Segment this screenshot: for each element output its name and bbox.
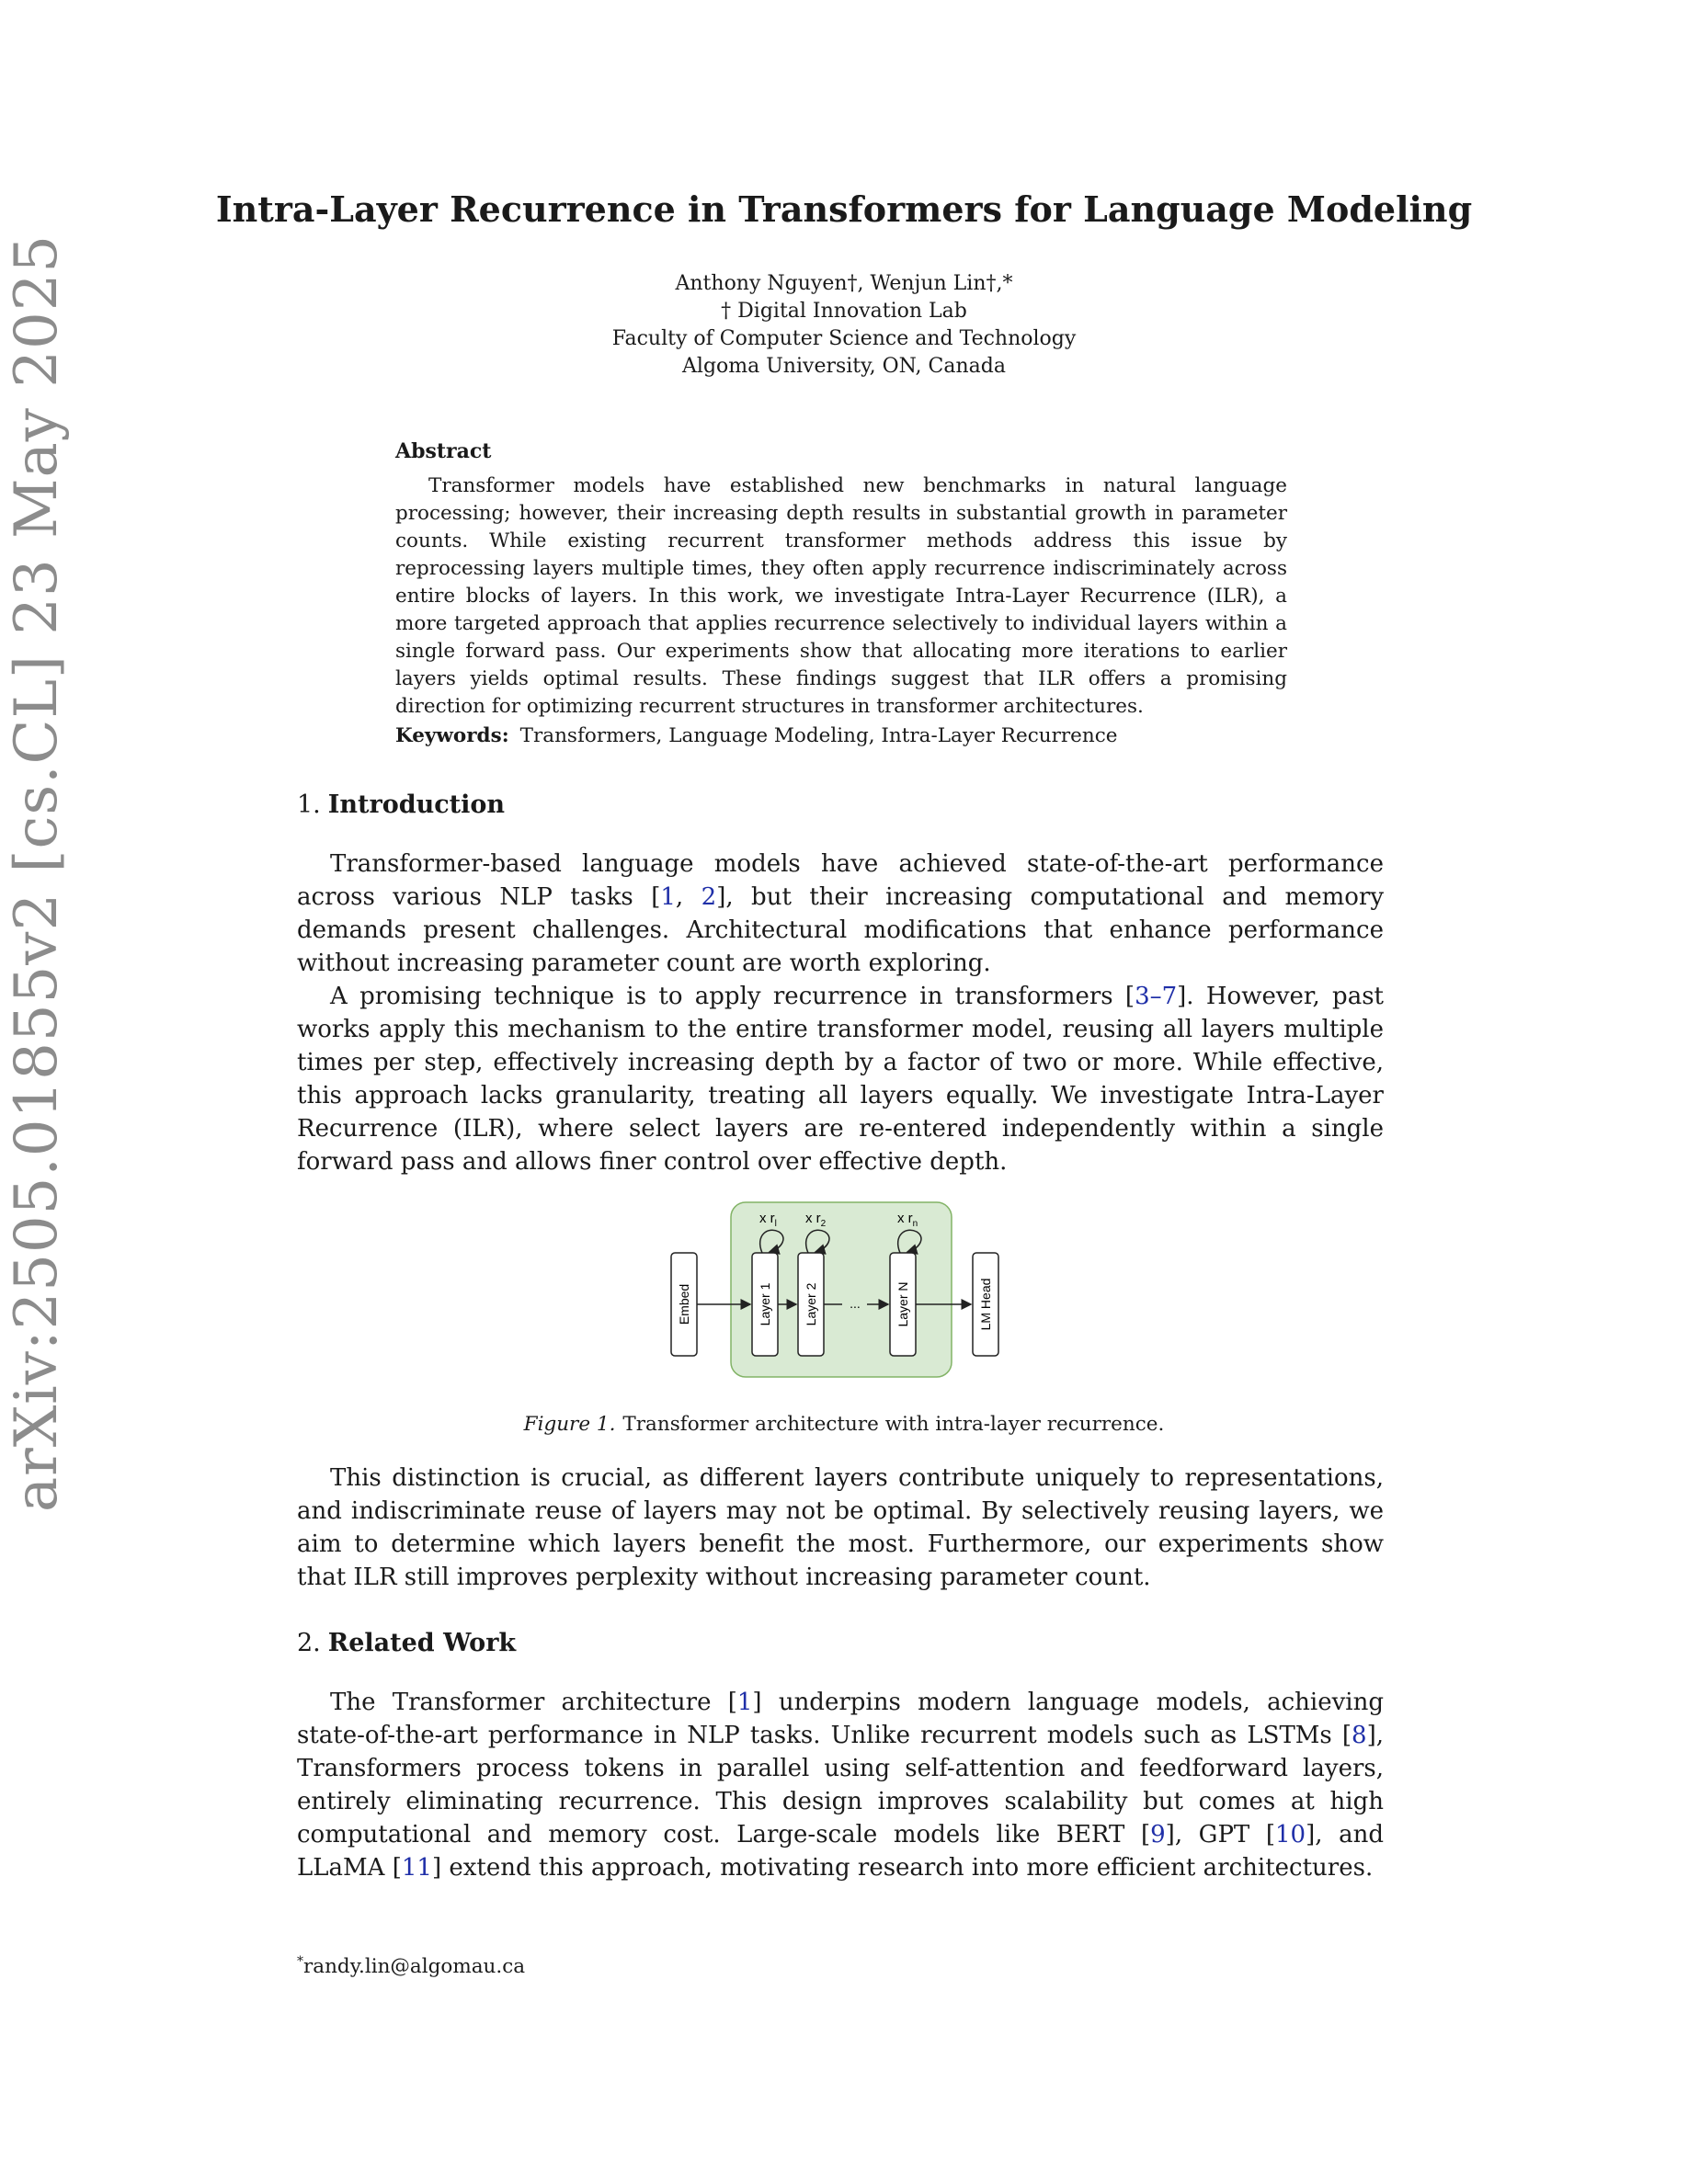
- text-run: ]. However, past works apply this mechanism to the entire transformer model, reusing all layers multiple times per step, effectively increasing depth by a factor of two or more. While effective, this approach lacks granularity, treating all layers equally. We investigate Intra-Layer Recurrence (ILR), where select layers are re-entered independently within a single forward pass and allows finer control over effective depth.: [297, 983, 1384, 1176]
- intro-paragraph-2: [297, 980, 1384, 1178]
- citation-link[interactable]: 1: [660, 883, 676, 911]
- text-run: ], but their increasing computational and memory demands present challenges. Architectural modifications that enhance performance without increasing parameter count are worth exploring.: [297, 883, 1385, 977]
- layer-1-label: Layer 1: [758, 1282, 772, 1326]
- author-lab: † Digital Innovation Lab: [721, 300, 967, 323]
- repeat-sub: l: [774, 1219, 777, 1229]
- citation-link[interactable]: 2: [701, 883, 717, 911]
- layer-2-label: Layer 2: [804, 1282, 818, 1326]
- section-title: Introduction: [327, 791, 506, 819]
- section-number: 2.: [297, 1629, 321, 1657]
- keywords-label: Keywords:: [395, 724, 509, 747]
- text-run: ] underpins modern language models, achieving state-of-the-art performance in NLP tasks. Unlike recurrent models such as LSTMs [: [297, 1689, 1384, 1749]
- text-run: ], Transformers process tokens in parallel using self-attention and feedforward layers, entirely eliminating recurrence. This design improves scalability but comes at high computational and memory cost. Large-scale models like BERT [: [297, 1722, 1384, 1848]
- text-run: ] extend this approach, motivating research into more efficient architectures.: [431, 1854, 1374, 1882]
- keywords-text: Transformers, Language Modeling, Intra-Layer Recurrence: [519, 724, 1118, 747]
- lm-head-label: LM Head: [978, 1278, 993, 1331]
- abstract-text: Transformer models have established new benchmarks in natural language processing; however, their increasing depth results in substantial growth in parameter counts. While existing recurrent transformer methods address this issue by reprocessing layers multiple times, they often apply recurrence indiscriminately across entire blocks of layers. In this work, we investigate Intra-Layer Recurrence (ILR), a more targeted approach that applies recurrence selectively to individual layers within a single forward pass. Our experiments show that allocating more iterations to earlier layers yields optimal results. These findings suggest that ILR offers a promising direction for optimizing recurrent structures in transformer architectures.: [395, 474, 1287, 718]
- text-run: ], and LLaMA [: [297, 1821, 1384, 1882]
- architecture-figure: [667, 1195, 1034, 1379]
- caption-text: Transformer architecture with intra-layer recurrence.: [622, 1413, 1165, 1436]
- text-run: Transformer-based language models have achieved state-of-the-art performance across various NLP tasks [: [297, 850, 1384, 911]
- citation-link[interactable]: 11: [401, 1854, 432, 1882]
- paper-title: Intra-Layer Recurrence in Transformers for Language Modeling: [215, 188, 1473, 230]
- layer-n-label: Layer N: [895, 1281, 910, 1327]
- citation-link[interactable]: 8: [1352, 1722, 1367, 1749]
- abstract-heading: Abstract: [395, 439, 492, 463]
- text-run: ,: [675, 883, 701, 911]
- keywords: [395, 724, 1118, 747]
- embed-label: Embed: [677, 1283, 691, 1325]
- footnote-email[interactable]: randy.lin@algomau.ca: [302, 1955, 526, 1979]
- intro-paragraph-1: [297, 847, 1384, 980]
- text-run: The Transformer architecture [: [330, 1689, 737, 1716]
- text-run: ], GPT [: [1165, 1821, 1276, 1848]
- repeat-sub: n: [912, 1219, 918, 1229]
- author-names: Anthony Nguyen†, Wenjun Lin†,*: [675, 272, 1013, 295]
- repeat-text: x r: [759, 1211, 775, 1226]
- text-run: A promising technique is to apply recurrence in transformers [: [330, 983, 1135, 1010]
- repeat-sub: 2: [820, 1219, 827, 1229]
- footnote-mark: *: [297, 1954, 303, 1969]
- section-heading-related-work: [297, 1629, 516, 1657]
- section-number: 1.: [297, 791, 321, 819]
- repeat-text: x r: [805, 1211, 821, 1226]
- citation-link[interactable]: 9: [1150, 1821, 1166, 1848]
- citation-link[interactable]: 3–7: [1135, 983, 1178, 1010]
- author-university: Algoma University, ON, Canada: [682, 355, 1006, 378]
- section-heading-introduction: [297, 791, 505, 819]
- caption-label: Figure 1.: [523, 1413, 616, 1436]
- related-paragraph-1: [297, 1686, 1384, 1884]
- footnote: [297, 1954, 525, 1978]
- section-title: Related Work: [327, 1629, 517, 1657]
- arxiv-identifier: arXiv:2505.01855v2 [cs.CL] 23 May 2025: [3, 233, 71, 1512]
- citation-link[interactable]: 10: [1275, 1821, 1306, 1848]
- citation-link[interactable]: 1: [736, 1689, 753, 1716]
- ellipsis: ...: [850, 1296, 861, 1311]
- intro-paragraph-3: This distinction is crucial, as different layers contribute uniquely to representations, and indiscriminate reuse of layers may not be optimal. By selectively reusing layers, we aim to determine which layers benefit the most. Furthermore, our experiments show that ILR still improves perplexity without increasing parameter count.: [297, 1464, 1384, 1591]
- repeat-text: x r: [897, 1211, 913, 1226]
- author-faculty: Faculty of Computer Science and Technology: [611, 327, 1077, 350]
- figure-caption: [0, 1413, 1688, 1436]
